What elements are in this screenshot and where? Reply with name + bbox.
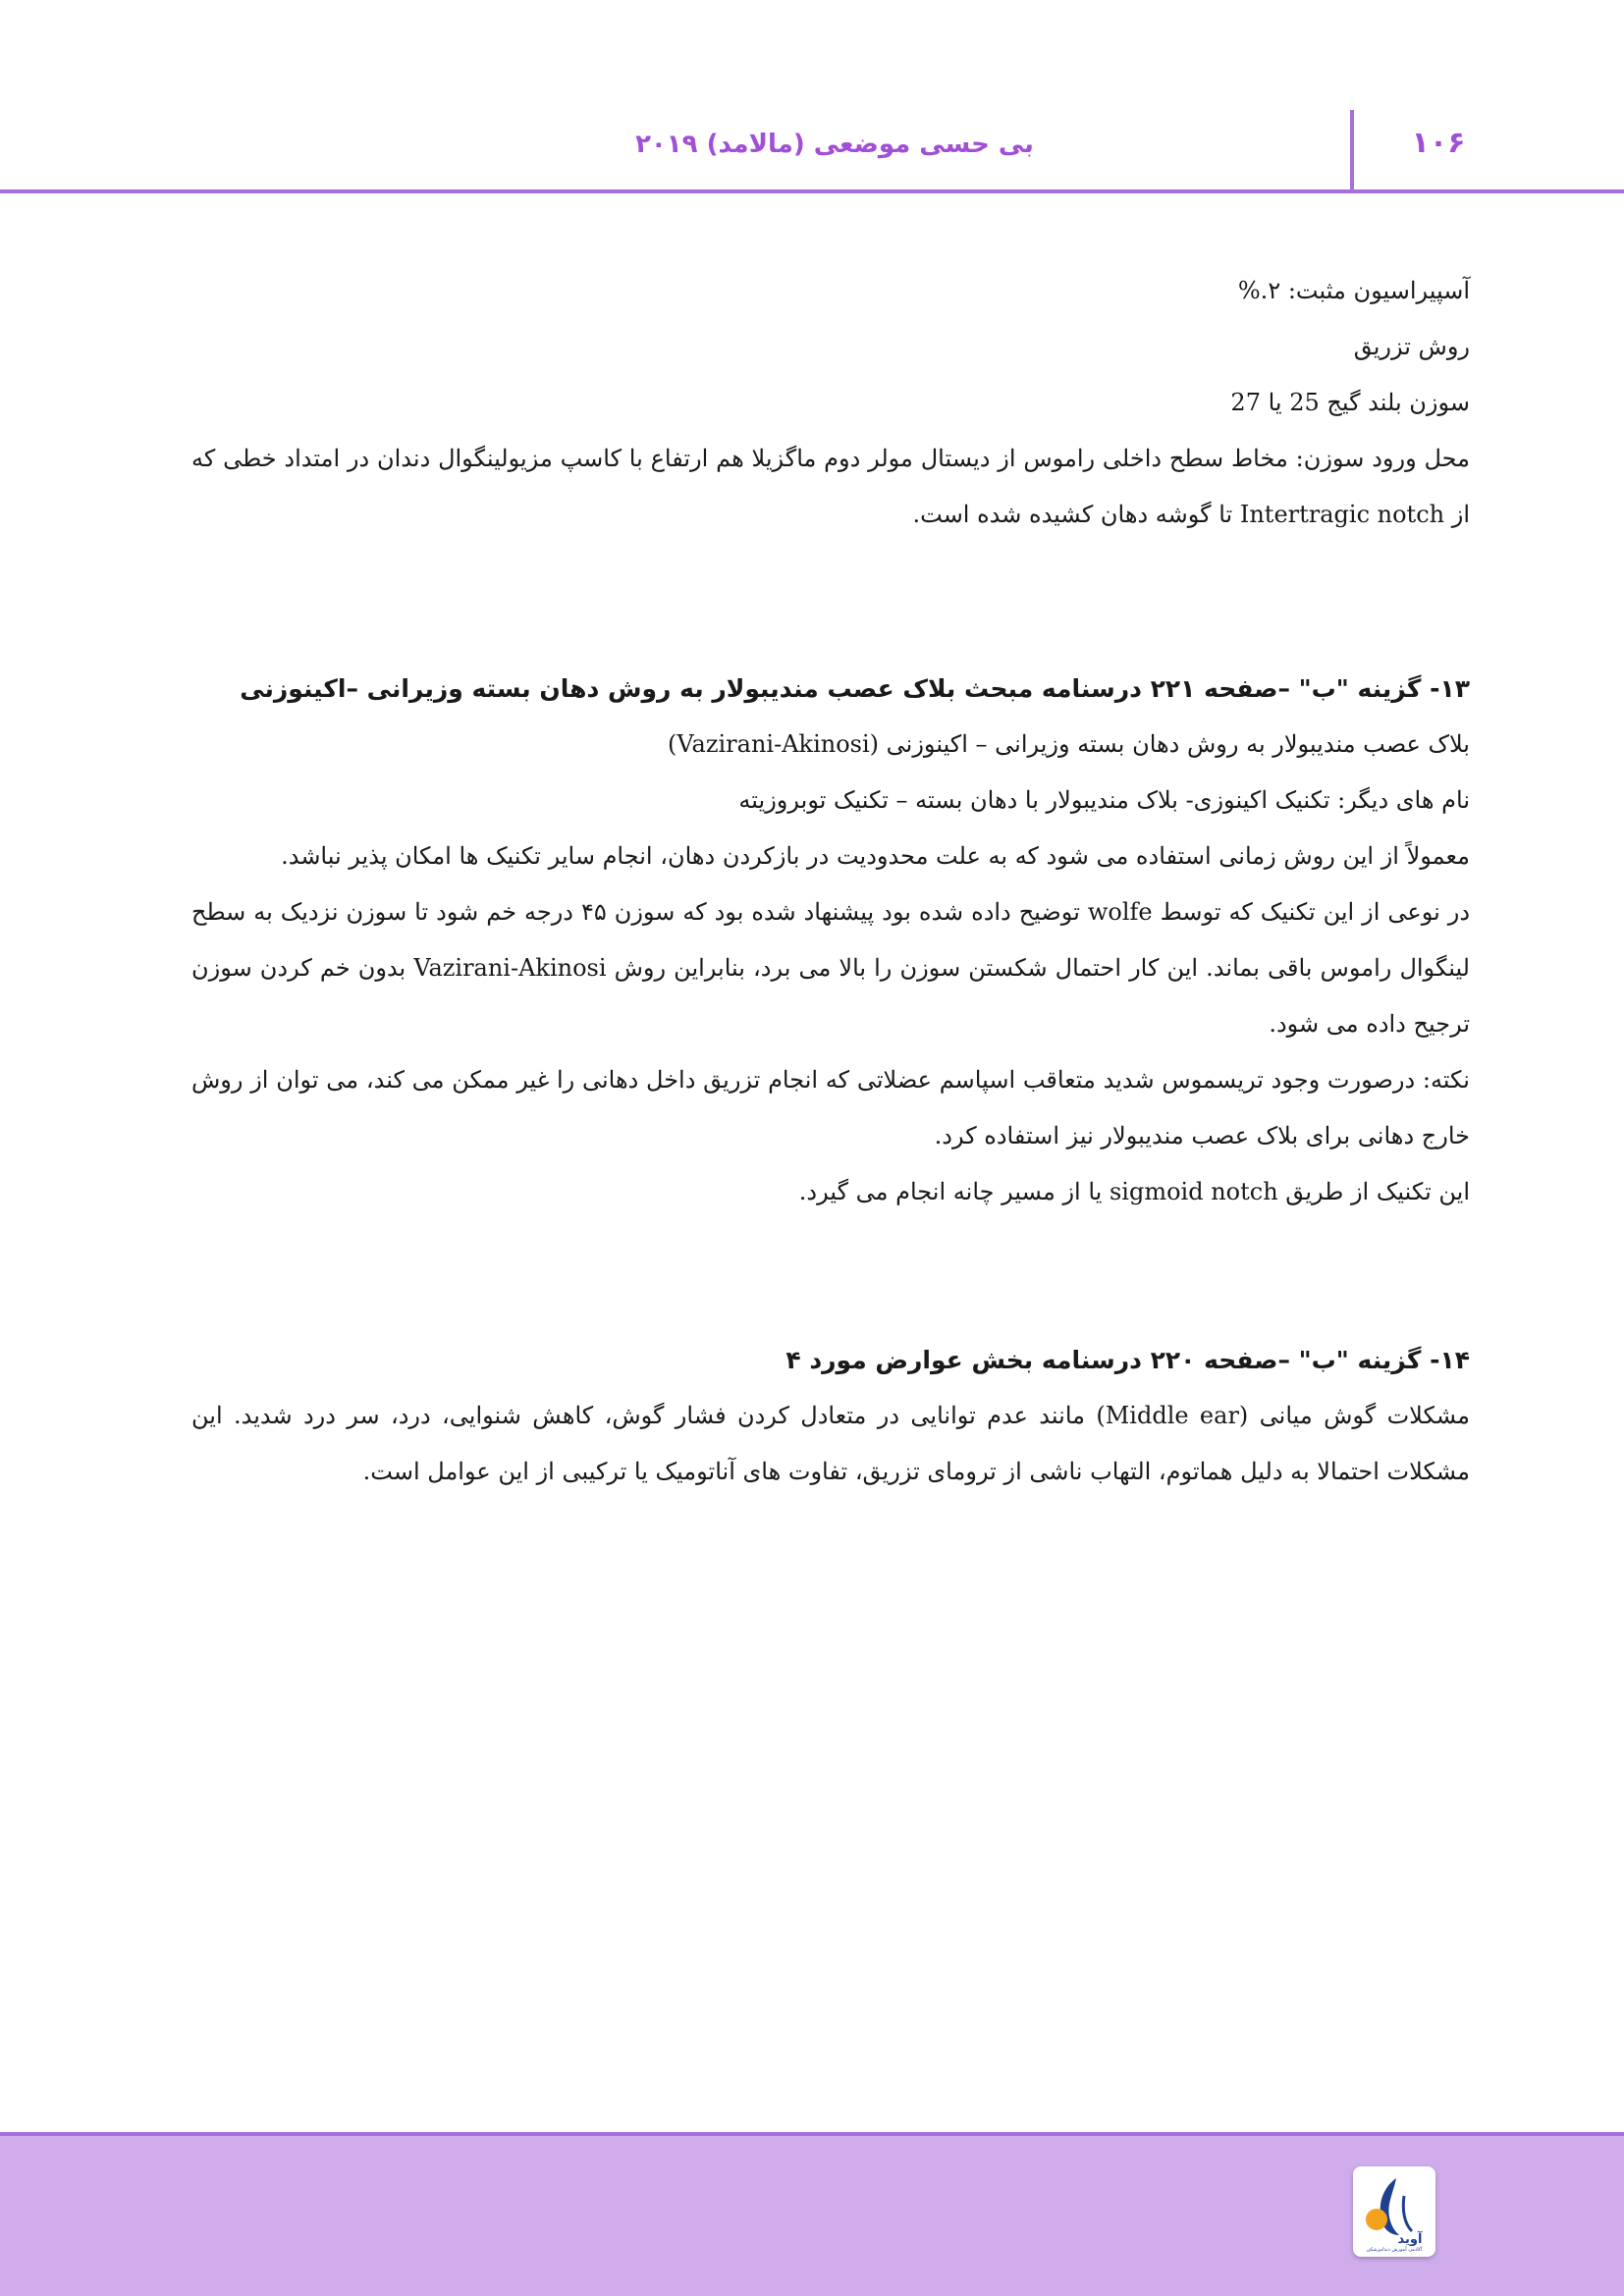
svg-text:آکادمی آموزش دندانپزشکی: آکادمی آموزش دندانپزشکی (1366, 2247, 1423, 2253)
answer-13-heading: ۱۳- گزینه "ب" –صفحه ۲۲۱ درسنامه مبحث بلاک عصب مندیبولار به روش دهان بسته وزیرانی –اکینوزنی (240, 674, 1470, 703)
page-header (0, 0, 1624, 196)
section-gap (191, 1220, 1470, 1332)
aspiration-line: آسپیراسیون مثبت: ۲.% (1237, 277, 1470, 304)
header-rule (0, 189, 1624, 193)
answer-13-line-3: معمولاً از این روش زمانی استفاده می شود که به علت محدودیت در بازکردن دهان، انجام سایر تکنیک ها امکان پذیر نباشد. (281, 842, 1470, 870)
answer-13-note-paragraph: نکته: درصورت وجود تریسموس شدید متعاقب اسپاسم عضلاتی که انجام تزریق داخل دهانی را غیر ممکن می کند، می توان از روش خارج دهانی برای بلاک عصب مندیبولار نیز استفاده کرد. (191, 1066, 1470, 1149)
answer-14-heading: ۱۴- گزینه "ب" –صفحه ۲۲۰ درسنامه بخش عوارض مورد ۴ (785, 1346, 1470, 1374)
injection-method-line: روش تزریق (1353, 333, 1470, 360)
avid-logo-icon (1353, 2166, 1435, 2257)
svg-text:آوید: آوید (1397, 2232, 1423, 2247)
answer-13-line-2: نام های دیگر: تکنیک اکینوزی- بلاک مندیبولار با دهان بسته – تکنیک توبروزیته (738, 786, 1470, 814)
header-separator (1350, 110, 1354, 192)
needle-entry-paragraph: محل ورود سوزن: مخاط سطح داخلی راموس از دیستال مولر دوم ماگزیلا هم ارتفاع با کاسپ مزیولینگوال دندان در امتداد خطی که از Intertragic notch تا گوشه دهان کشیده شده است. (191, 445, 1470, 528)
answer-14-paragraph: مشکلات گوش میانی (Middle ear) مانند عدم توانایی در متعادل کردن فشار گوش، کاهش شنوایی، درد، سر درد شدید. این مشکلات احتمالا به دلیل هماتوم، التهاب ناشی از ترومای تزریق، تفاوت های آناتومیک یا ترکیبی از این عوامل است. (191, 1402, 1471, 1485)
running-title: بی حسی موضعی (مالامد) ۲۰۱۹ (635, 130, 1034, 159)
answer-13-paragraph-1: در نوعی از این تکنیک که توسط wolfe توضیح داده شده بود پیشنهاد شده بود که سوزن ۴۵ درجه خم شود تا سوزن نزدیک به سطح لینگوال راموس باقی بماند. این کار احتمال شکستن سوزن را بالا می برد، بنابراین روش Vazirani-Akinosi بدون خم کردن سوزن ترجیح داده می شود. (191, 898, 1471, 1038)
page-number: ۱۰۶ (1411, 126, 1466, 160)
answer-13-line-1: بلاک عصب مندیبولار به روش دهان بسته وزیرانی – اکینوزنی (Vazirani-Akinosi) (668, 730, 1470, 758)
avid-logo (1353, 2166, 1435, 2257)
needle-gauge-line: سوزن بلند گیج 25 یا 27 (1230, 389, 1470, 416)
page-body (191, 263, 1470, 1500)
section-gap (191, 543, 1470, 661)
footer-rule (0, 2132, 1624, 2136)
answer-13-line-4: این تکنیک از طریق sigmoid notch یا از مسیر چانه انجام می گیرد. (798, 1178, 1470, 1205)
